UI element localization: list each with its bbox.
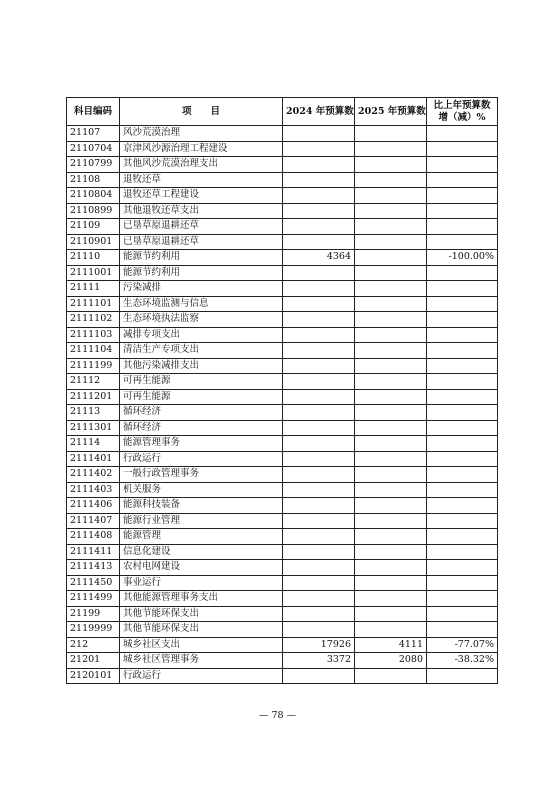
row-item-name: 生态环境监测与信息 bbox=[120, 296, 283, 312]
row-item-name: 其他风沙荒漠治理支出 bbox=[120, 157, 283, 173]
row-2025-budget bbox=[355, 265, 427, 281]
row-item-name: 城乡社区支出 bbox=[120, 637, 283, 653]
row-change-percent bbox=[427, 281, 498, 297]
budget-table bbox=[66, 97, 498, 684]
row-2024-budget bbox=[283, 451, 355, 467]
row-2025-budget bbox=[355, 374, 427, 390]
row-change-percent bbox=[427, 219, 498, 235]
table-header-row bbox=[67, 98, 498, 126]
row-2025-budget bbox=[355, 389, 427, 405]
table-row bbox=[67, 420, 498, 436]
row-change-percent bbox=[427, 389, 498, 405]
row-code: 21110 bbox=[67, 250, 120, 266]
table-row bbox=[67, 296, 498, 312]
row-code: 2111101 bbox=[67, 296, 120, 312]
row-code: 2111450 bbox=[67, 575, 120, 591]
row-code: 2111406 bbox=[67, 498, 120, 514]
row-change-percent bbox=[427, 296, 498, 312]
row-code: 2110804 bbox=[67, 188, 120, 204]
row-code: 2111499 bbox=[67, 591, 120, 607]
row-2025-budget bbox=[355, 358, 427, 374]
table-row bbox=[67, 544, 498, 560]
row-change-percent bbox=[427, 343, 498, 359]
row-2024-budget bbox=[283, 296, 355, 312]
row-item-name: 事业运行 bbox=[120, 575, 283, 591]
row-code: 2111411 bbox=[67, 544, 120, 560]
row-2024-budget bbox=[283, 188, 355, 204]
table-row bbox=[67, 606, 498, 622]
row-2024-budget bbox=[283, 374, 355, 390]
row-2025-budget bbox=[355, 172, 427, 188]
row-change-percent bbox=[427, 560, 498, 576]
row-2025-budget bbox=[355, 622, 427, 638]
table-row bbox=[67, 281, 498, 297]
row-2024-budget bbox=[283, 575, 355, 591]
row-2024-budget bbox=[283, 591, 355, 607]
row-2024-budget bbox=[283, 343, 355, 359]
table-row bbox=[67, 622, 498, 638]
row-2025-budget bbox=[355, 219, 427, 235]
row-item-name: 农村电网建设 bbox=[120, 560, 283, 576]
row-change-percent bbox=[427, 436, 498, 452]
row-item-name: 风沙荒漠治理 bbox=[120, 126, 283, 142]
table-row bbox=[67, 312, 498, 328]
row-code: 21113 bbox=[67, 405, 120, 421]
row-2024-budget bbox=[283, 622, 355, 638]
row-change-percent bbox=[427, 420, 498, 436]
table-row bbox=[67, 575, 498, 591]
header-2025-budget: 2025 年预算数 bbox=[355, 98, 427, 126]
row-change-percent bbox=[427, 498, 498, 514]
row-2024-budget bbox=[283, 606, 355, 622]
row-2024-budget bbox=[283, 668, 355, 684]
row-2024-budget bbox=[283, 436, 355, 452]
row-item-name: 可再生能源 bbox=[120, 389, 283, 405]
row-2025-budget bbox=[355, 327, 427, 343]
row-change-percent bbox=[427, 451, 498, 467]
row-code: 2111402 bbox=[67, 467, 120, 483]
row-change-percent bbox=[427, 482, 498, 498]
row-code: 21111 bbox=[67, 281, 120, 297]
header-code: 科目编码 bbox=[67, 98, 120, 126]
row-2025-budget bbox=[355, 529, 427, 545]
row-2024-budget bbox=[283, 265, 355, 281]
row-2024-budget bbox=[283, 467, 355, 483]
table-row bbox=[67, 668, 498, 684]
row-2025-budget bbox=[355, 513, 427, 529]
table-row bbox=[67, 591, 498, 607]
row-2025-budget bbox=[355, 467, 427, 483]
row-2024-budget bbox=[283, 544, 355, 560]
row-change-percent bbox=[427, 405, 498, 421]
row-2025-budget bbox=[355, 575, 427, 591]
row-code: 21108 bbox=[67, 172, 120, 188]
table-row bbox=[67, 234, 498, 250]
row-2025-budget bbox=[355, 296, 427, 312]
row-change-percent bbox=[427, 668, 498, 684]
row-2024-budget bbox=[283, 126, 355, 142]
row-item-name: 其他节能环保支出 bbox=[120, 606, 283, 622]
row-2025-budget bbox=[355, 405, 427, 421]
row-code: 2111407 bbox=[67, 513, 120, 529]
row-2024-budget bbox=[283, 482, 355, 498]
table-row bbox=[67, 250, 498, 266]
row-item-name: 污染减排 bbox=[120, 281, 283, 297]
row-item-name: 机关服务 bbox=[120, 482, 283, 498]
row-code: 21112 bbox=[67, 374, 120, 390]
row-2024-budget bbox=[283, 234, 355, 250]
row-code: 2111104 bbox=[67, 343, 120, 359]
row-change-percent bbox=[427, 312, 498, 328]
row-2024-budget bbox=[283, 358, 355, 374]
row-2024-budget bbox=[283, 498, 355, 514]
row-item-name: 已垦草原退耕还草 bbox=[120, 219, 283, 235]
table-row bbox=[67, 327, 498, 343]
row-2024-budget bbox=[283, 141, 355, 157]
row-2024-budget bbox=[283, 420, 355, 436]
row-change-percent bbox=[427, 265, 498, 281]
row-2025-budget bbox=[355, 606, 427, 622]
row-2024-budget bbox=[283, 281, 355, 297]
row-item-name: 其他退牧还草支出 bbox=[120, 203, 283, 219]
row-2024-budget bbox=[283, 203, 355, 219]
row-2025-budget bbox=[355, 451, 427, 467]
row-item-name: 能源管理事务 bbox=[120, 436, 283, 452]
row-code: 21199 bbox=[67, 606, 120, 622]
table-row bbox=[67, 374, 498, 390]
table-row bbox=[67, 637, 498, 653]
row-2024-budget bbox=[283, 312, 355, 328]
row-item-name: 循环经济 bbox=[120, 420, 283, 436]
row-2024-budget bbox=[283, 389, 355, 405]
table-row bbox=[67, 219, 498, 235]
row-change-percent bbox=[427, 141, 498, 157]
row-2025-budget bbox=[355, 560, 427, 576]
row-item-name: 能源节约利用 bbox=[120, 250, 283, 266]
row-item-name: 退牧还草 bbox=[120, 172, 283, 188]
row-2025-budget bbox=[355, 234, 427, 250]
header-change-line1: 比上年预算数 bbox=[433, 99, 491, 111]
row-2024-budget: 3372 bbox=[283, 653, 355, 669]
row-2024-budget: 4364 bbox=[283, 250, 355, 266]
row-code: 2111301 bbox=[67, 420, 120, 436]
row-2025-budget bbox=[355, 312, 427, 328]
row-code: 21114 bbox=[67, 436, 120, 452]
row-item-name: 其他能源管理事务支出 bbox=[120, 591, 283, 607]
row-item-name: 能源节约利用 bbox=[120, 265, 283, 281]
row-change-percent bbox=[427, 234, 498, 250]
row-change-percent bbox=[427, 513, 498, 529]
row-item-name: 一般行政管理事务 bbox=[120, 467, 283, 483]
row-2024-budget bbox=[283, 219, 355, 235]
row-2025-budget bbox=[355, 141, 427, 157]
row-change-percent bbox=[427, 606, 498, 622]
row-2025-budget bbox=[355, 281, 427, 297]
row-change-percent bbox=[427, 544, 498, 560]
row-item-name: 已垦草原退耕还草 bbox=[120, 234, 283, 250]
table-row bbox=[67, 529, 498, 545]
row-item-name: 行政运行 bbox=[120, 668, 283, 684]
row-2024-budget bbox=[283, 405, 355, 421]
row-item-name: 退牧还草工程建设 bbox=[120, 188, 283, 204]
row-code: 2111199 bbox=[67, 358, 120, 374]
row-2025-budget bbox=[355, 498, 427, 514]
row-2025-budget bbox=[355, 203, 427, 219]
table-row bbox=[67, 560, 498, 576]
row-item-name: 京津风沙源治理工程建设 bbox=[120, 141, 283, 157]
row-code: 212 bbox=[67, 637, 120, 653]
row-change-percent bbox=[427, 172, 498, 188]
row-change-percent bbox=[427, 374, 498, 390]
table-row bbox=[67, 482, 498, 498]
row-change-percent bbox=[427, 188, 498, 204]
row-2025-budget bbox=[355, 157, 427, 173]
row-2024-budget: 17926 bbox=[283, 637, 355, 653]
row-2025-budget bbox=[355, 668, 427, 684]
row-code: 2111001 bbox=[67, 265, 120, 281]
table-row bbox=[67, 358, 498, 374]
row-item-name: 减排专项支出 bbox=[120, 327, 283, 343]
row-2025-budget bbox=[355, 343, 427, 359]
row-2025-budget bbox=[355, 126, 427, 142]
row-change-percent bbox=[427, 358, 498, 374]
row-code: 2110799 bbox=[67, 157, 120, 173]
row-2024-budget bbox=[283, 529, 355, 545]
row-2025-budget bbox=[355, 591, 427, 607]
row-item-name: 能源管理 bbox=[120, 529, 283, 545]
row-code: 21107 bbox=[67, 126, 120, 142]
row-change-percent: -77.07% bbox=[427, 637, 498, 653]
row-2024-budget bbox=[283, 513, 355, 529]
row-item-name: 可再生能源 bbox=[120, 374, 283, 390]
table-row bbox=[67, 653, 498, 669]
row-2025-budget bbox=[355, 436, 427, 452]
row-code: 2111401 bbox=[67, 451, 120, 467]
row-2025-budget: 2080 bbox=[355, 653, 427, 669]
row-code: 2111201 bbox=[67, 389, 120, 405]
row-change-percent bbox=[427, 126, 498, 142]
header-change bbox=[427, 98, 498, 126]
row-code: 2119999 bbox=[67, 622, 120, 638]
header-change-line2: 增（减）% bbox=[438, 111, 486, 123]
row-item-name: 行政运行 bbox=[120, 451, 283, 467]
table-row bbox=[67, 389, 498, 405]
row-code: 2110899 bbox=[67, 203, 120, 219]
row-2025-budget bbox=[355, 188, 427, 204]
page-number: — 78 — bbox=[258, 710, 297, 721]
header-item: 项 目 bbox=[120, 98, 283, 126]
table-row bbox=[67, 203, 498, 219]
header-2024-budget: 2024 年预算数 bbox=[283, 98, 355, 126]
row-change-percent bbox=[427, 467, 498, 483]
table-row bbox=[67, 141, 498, 157]
row-item-name: 清洁生产专项支出 bbox=[120, 343, 283, 359]
table-row bbox=[67, 498, 498, 514]
row-2025-budget bbox=[355, 544, 427, 560]
row-change-percent bbox=[427, 327, 498, 343]
row-item-name: 其他节能环保支出 bbox=[120, 622, 283, 638]
table-row bbox=[67, 405, 498, 421]
table-row bbox=[67, 188, 498, 204]
table-row bbox=[67, 343, 498, 359]
table-row bbox=[67, 157, 498, 173]
row-code: 2110901 bbox=[67, 234, 120, 250]
row-code: 2111413 bbox=[67, 560, 120, 576]
row-change-percent: -100.00% bbox=[427, 250, 498, 266]
row-code: 21109 bbox=[67, 219, 120, 235]
row-code: 21201 bbox=[67, 653, 120, 669]
row-code: 2111408 bbox=[67, 529, 120, 545]
row-2025-budget bbox=[355, 420, 427, 436]
row-item-name: 能源科技装备 bbox=[120, 498, 283, 514]
row-code: 2111103 bbox=[67, 327, 120, 343]
row-item-name: 信息化建设 bbox=[120, 544, 283, 560]
table-row bbox=[67, 513, 498, 529]
row-code: 2110704 bbox=[67, 141, 120, 157]
row-item-name: 其他污染减排支出 bbox=[120, 358, 283, 374]
row-item-name: 生态环境执法监察 bbox=[120, 312, 283, 328]
table-row bbox=[67, 451, 498, 467]
row-2025-budget bbox=[355, 250, 427, 266]
row-2025-budget: 4111 bbox=[355, 637, 427, 653]
row-code: 2111102 bbox=[67, 312, 120, 328]
row-item-name: 循环经济 bbox=[120, 405, 283, 421]
row-change-percent bbox=[427, 529, 498, 545]
row-2025-budget bbox=[355, 482, 427, 498]
row-2024-budget bbox=[283, 327, 355, 343]
row-item-name: 城乡社区管理事务 bbox=[120, 653, 283, 669]
row-2024-budget bbox=[283, 157, 355, 173]
table-row bbox=[67, 265, 498, 281]
row-2024-budget bbox=[283, 560, 355, 576]
row-code: 2120101 bbox=[67, 668, 120, 684]
row-change-percent: -38.32% bbox=[427, 653, 498, 669]
row-change-percent bbox=[427, 157, 498, 173]
row-change-percent bbox=[427, 575, 498, 591]
row-change-percent bbox=[427, 591, 498, 607]
table-row bbox=[67, 467, 498, 483]
table-body bbox=[67, 126, 498, 684]
row-change-percent bbox=[427, 203, 498, 219]
table-row bbox=[67, 436, 498, 452]
row-change-percent bbox=[427, 622, 498, 638]
row-item-name: 能源行业管理 bbox=[120, 513, 283, 529]
row-code: 2111403 bbox=[67, 482, 120, 498]
table-row bbox=[67, 172, 498, 188]
row-2024-budget bbox=[283, 172, 355, 188]
table-row bbox=[67, 126, 498, 142]
